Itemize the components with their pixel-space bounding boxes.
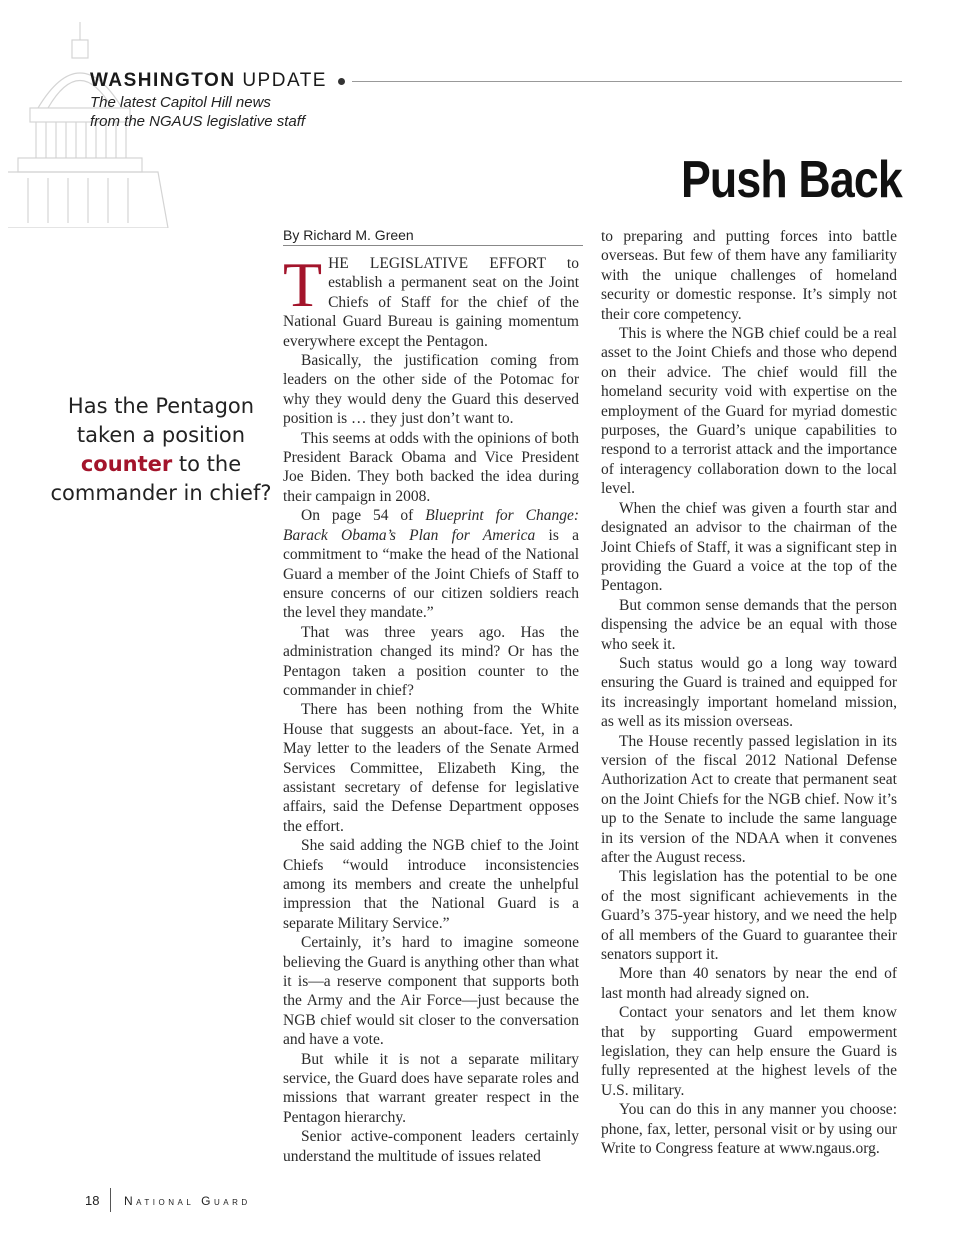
body-paragraph: She said adding the NGB chief to the Joint Chiefs “would introduce inconsistencies among its members and create the unhelpful impression that the National Guard is a separate Military Service.” xyxy=(283,837,579,932)
pull-quote-highlight: counter xyxy=(80,452,173,476)
article-headline: Push Back xyxy=(681,151,902,209)
drop-cap: T xyxy=(283,249,323,320)
blueprint-paragraph xyxy=(283,506,579,622)
article-column-2 xyxy=(601,227,897,1159)
body-paragraph: This is where the NGB chief could be a real asset to the Joint Chiefs and those who depend on their advice. The chief would fill the homeland security void with expertise on the employment of the Guard for myriad domestic purposes, the Guard’s unique capabilities to respond to a terrorist attack and the importance of interagency collaboration down to the local level. xyxy=(601,325,897,498)
section-subtitle-line1: The latest Capitol Hill news xyxy=(90,94,271,111)
body-paragraph: More than 40 senators by near the end of last month had already signed on. xyxy=(601,965,897,1002)
article-byline: By Richard M. Green xyxy=(283,227,583,246)
page-number: 18 xyxy=(85,1193,100,1208)
header-bullet xyxy=(338,78,345,85)
body-paragraph: But common sense demands that the person dispensing the advice be an equal with those who seek it. xyxy=(601,596,897,653)
body-paragraph: Basically, the justification coming from leaders on the other side of the Potomac for why they would deny the Guard this deserved position is … they just don’t want to. xyxy=(283,352,579,428)
blueprint-pre: On page 54 of xyxy=(301,507,426,525)
body-paragraph: Such status would go a long way toward ensuring the Guard is trained and equipped for its increasingly important homeland mission, as well as its mission overseas. xyxy=(601,654,897,731)
body-paragraph: Certainly, it’s hard to imagine someone believing the Guard is anything other than what it is—a reserve component that supports both the Army and the Air Force—just because the NGB chief would sit closer to the conversation and have a vote. xyxy=(283,934,579,1049)
continuation-paragraph: to preparing and putting forces into battle overseas. But few of them have any familiarity with the unique challenges of homeland security or domestic response. It’s simply not their core competency. xyxy=(601,228,897,323)
section-subtitle xyxy=(90,93,305,131)
section-subtitle-line2: from the NGAUS legislative staff xyxy=(90,113,306,130)
section-title-bold: WASHINGTON xyxy=(90,70,236,91)
body-paragraph: Contact your senators and let them know that by supporting Guard empowerment legislation, they can help ensure the Guard is fully represented at the highest levels of the U.S. military. xyxy=(601,1004,897,1099)
section-header xyxy=(90,70,327,92)
section-title-light: UPDATE xyxy=(242,70,327,91)
body-paragraph: Senior active-component leaders certainly understand the multitude of issues related xyxy=(283,1128,579,1165)
body-paragraph: That was three years ago. Has the administration changed its mind? Or has the Pentagon taken a position counter to the commander in chief? xyxy=(283,623,579,699)
body-paragraph: This seems at odds with the opinions of both President Barack Obama and Vice President Joe Biden. They both backed the idea during their campaign in 2008. xyxy=(283,429,579,505)
body-paragraph: When the chief was given a fourth star and designated an advisor to the chairman of the Joint Chiefs of Staff, it was a significant step in providing the Guard a voice at the top of the Pentagon. xyxy=(601,499,897,595)
footer-separator xyxy=(110,1188,111,1212)
pull-quote xyxy=(50,392,272,508)
blueprint-post: is a commitment to “make the head of the National Guard a member of the Joint Chiefs of Staff to ensure concerns of our citizen soldiers reach the level they mandate.” xyxy=(283,526,579,622)
body-paragraph: The House recently passed legislation in its version of the fiscal 2012 National Defense Authorization Act to create that permanent seat on the Joint Chiefs for the NGB chief. Now it’s up to the Senate to include the same language in its version of the NDAA when it convenes after the August recess. xyxy=(601,732,897,866)
header-rule xyxy=(352,81,902,82)
first-paragraph-text: HE LEGISLATIVE EFFORT to establish a permanent seat on the Joint Chiefs of Staff for the chief of the National Guard Bureau is gaining momentum everywhere except the Pentagon. xyxy=(283,255,579,350)
publication-name: National Guard xyxy=(124,1194,251,1208)
first-paragraph xyxy=(283,249,579,351)
body-paragraph: You can do this in any manner you choose: phone, fax, letter, personal visit or by using our Write to Congress feature at www.ngaus.org. xyxy=(601,1101,897,1158)
blueprint-title: Blueprint for Change: Barack Obama’s Plan for America xyxy=(283,507,579,544)
body-paragraph: But while it is not a separate military service, the Guard does have separate roles and missions that warrant greater respect in the Pentagon hierarchy. xyxy=(283,1050,579,1126)
section-title xyxy=(90,70,327,92)
pull-quote-after: to the commander in chief? xyxy=(50,452,272,505)
pull-quote-before: Has the Pentagon taken a position xyxy=(67,394,255,447)
body-paragraph: This legislation has the potential to be one of the most significant achievements in the Guard’s 375-year history, and we need the help of all members of the Guard to guarantee their senators support it. xyxy=(601,868,897,964)
article-column-1 xyxy=(283,249,579,1166)
body-paragraph: There has been nothing from the White House that suggests an about-face. Yet, in a May letter to the leaders of the Senate Armed Services Committee, Elizabeth King, the assistant secretary of defense for legislative affairs, said the Defense Department opposes the effort. xyxy=(283,701,579,835)
